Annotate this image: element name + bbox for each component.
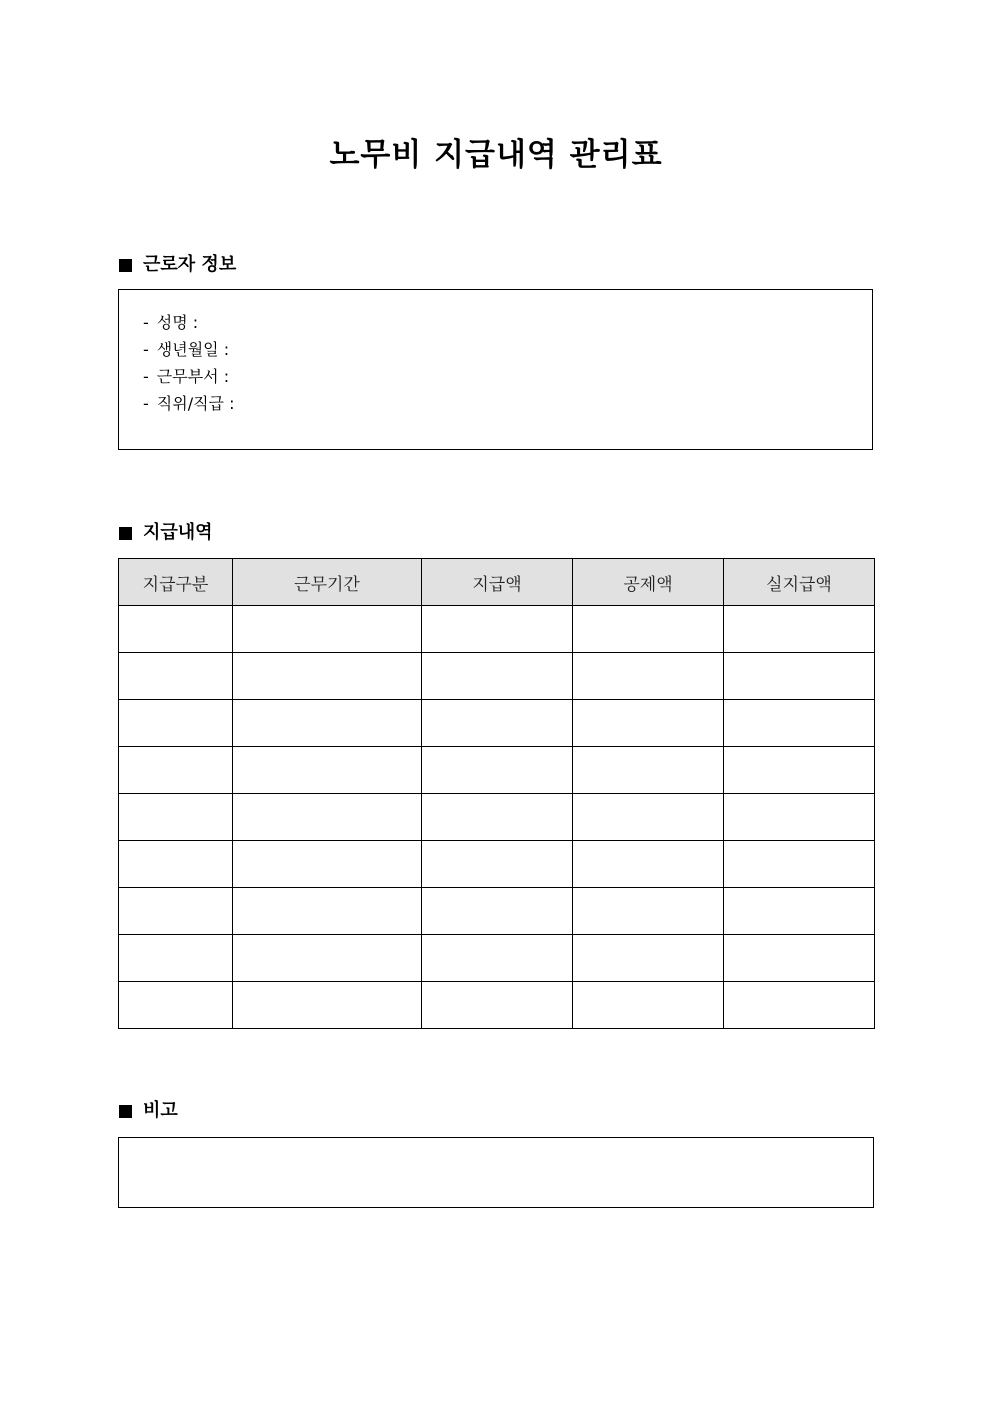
info-field-birthdate[interactable] bbox=[143, 336, 234, 363]
cell-payment-type[interactable] bbox=[119, 888, 233, 935]
info-field-department[interactable] bbox=[143, 363, 234, 390]
cell-deduction[interactable] bbox=[573, 747, 724, 794]
section-heading-payments bbox=[119, 521, 213, 545]
dash-bullet: - bbox=[143, 394, 149, 413]
table-row bbox=[119, 982, 875, 1029]
section-heading-label: 비고 bbox=[143, 1100, 178, 1121]
column-header-deduction: 공제액 bbox=[573, 559, 724, 606]
info-field-label: 생년월일 : bbox=[156, 340, 230, 359]
info-field-position[interactable] bbox=[143, 390, 234, 417]
section-heading-remarks bbox=[119, 1099, 178, 1123]
cell-payment-amount[interactable] bbox=[422, 982, 573, 1029]
cell-payment-amount[interactable] bbox=[422, 888, 573, 935]
cell-work-period[interactable] bbox=[233, 888, 422, 935]
cell-net-pay[interactable] bbox=[724, 982, 875, 1029]
worker-info-box bbox=[118, 289, 873, 450]
info-field-label: 근무부서 : bbox=[156, 367, 230, 386]
cell-payment-amount[interactable] bbox=[422, 606, 573, 653]
cell-deduction[interactable] bbox=[573, 700, 724, 747]
cell-work-period[interactable] bbox=[233, 606, 422, 653]
cell-payment-type[interactable] bbox=[119, 653, 233, 700]
table-row bbox=[119, 888, 875, 935]
cell-work-period[interactable] bbox=[233, 935, 422, 982]
square-bullet-icon bbox=[119, 1105, 132, 1118]
section-heading-label: 지급내역 bbox=[143, 522, 213, 543]
cell-deduction[interactable] bbox=[573, 982, 724, 1029]
payment-table bbox=[118, 558, 875, 1029]
table-row bbox=[119, 794, 875, 841]
square-bullet-icon bbox=[119, 527, 132, 540]
cell-payment-type[interactable] bbox=[119, 841, 233, 888]
cell-payment-amount[interactable] bbox=[422, 700, 573, 747]
info-field-label: 성명 : bbox=[156, 313, 199, 332]
table-row bbox=[119, 653, 875, 700]
cell-work-period[interactable] bbox=[233, 841, 422, 888]
remarks-box[interactable] bbox=[118, 1137, 874, 1208]
cell-deduction[interactable] bbox=[573, 794, 724, 841]
cell-deduction[interactable] bbox=[573, 841, 724, 888]
dash-bullet: - bbox=[143, 340, 149, 359]
dash-bullet: - bbox=[143, 313, 149, 332]
cell-payment-amount[interactable] bbox=[422, 935, 573, 982]
cell-payment-type[interactable] bbox=[119, 982, 233, 1029]
column-header-payment-type: 지급구분 bbox=[119, 559, 233, 606]
cell-payment-amount[interactable] bbox=[422, 794, 573, 841]
info-field-label: 직위/직급 : bbox=[156, 394, 235, 413]
cell-deduction[interactable] bbox=[573, 888, 724, 935]
table-row bbox=[119, 841, 875, 888]
cell-deduction[interactable] bbox=[573, 653, 724, 700]
cell-work-period[interactable] bbox=[233, 700, 422, 747]
table-row bbox=[119, 935, 875, 982]
cell-net-pay[interactable] bbox=[724, 794, 875, 841]
cell-deduction[interactable] bbox=[573, 935, 724, 982]
cell-payment-amount[interactable] bbox=[422, 653, 573, 700]
info-field-name[interactable] bbox=[143, 309, 234, 336]
cell-payment-type[interactable] bbox=[119, 935, 233, 982]
cell-net-pay[interactable] bbox=[724, 841, 875, 888]
cell-payment-amount[interactable] bbox=[422, 747, 573, 794]
cell-work-period[interactable] bbox=[233, 982, 422, 1029]
column-header-payment-amount: 지급액 bbox=[422, 559, 573, 606]
table-header-row bbox=[119, 559, 875, 606]
section-heading-label: 근로자 정보 bbox=[143, 254, 237, 275]
cell-payment-type[interactable] bbox=[119, 606, 233, 653]
cell-net-pay[interactable] bbox=[724, 700, 875, 747]
column-header-net-pay: 실지급액 bbox=[724, 559, 875, 606]
worker-info-list bbox=[143, 309, 234, 417]
cell-net-pay[interactable] bbox=[724, 653, 875, 700]
cell-work-period[interactable] bbox=[233, 653, 422, 700]
cell-payment-amount[interactable] bbox=[422, 841, 573, 888]
cell-net-pay[interactable] bbox=[724, 606, 875, 653]
square-bullet-icon bbox=[119, 259, 132, 272]
cell-deduction[interactable] bbox=[573, 606, 724, 653]
dash-bullet: - bbox=[143, 367, 149, 386]
cell-payment-type[interactable] bbox=[119, 747, 233, 794]
table-row bbox=[119, 747, 875, 794]
page-title: 노무비 지급내역 관리표 bbox=[329, 137, 663, 173]
cell-work-period[interactable] bbox=[233, 747, 422, 794]
cell-payment-type[interactable] bbox=[119, 794, 233, 841]
column-header-work-period: 근무기간 bbox=[233, 559, 422, 606]
cell-net-pay[interactable] bbox=[724, 747, 875, 794]
cell-net-pay[interactable] bbox=[724, 888, 875, 935]
cell-work-period[interactable] bbox=[233, 794, 422, 841]
section-heading-worker-info bbox=[119, 253, 236, 277]
cell-payment-type[interactable] bbox=[119, 700, 233, 747]
table-row bbox=[119, 606, 875, 653]
table-row bbox=[119, 700, 875, 747]
payment-table-body bbox=[119, 606, 875, 1029]
cell-net-pay[interactable] bbox=[724, 935, 875, 982]
